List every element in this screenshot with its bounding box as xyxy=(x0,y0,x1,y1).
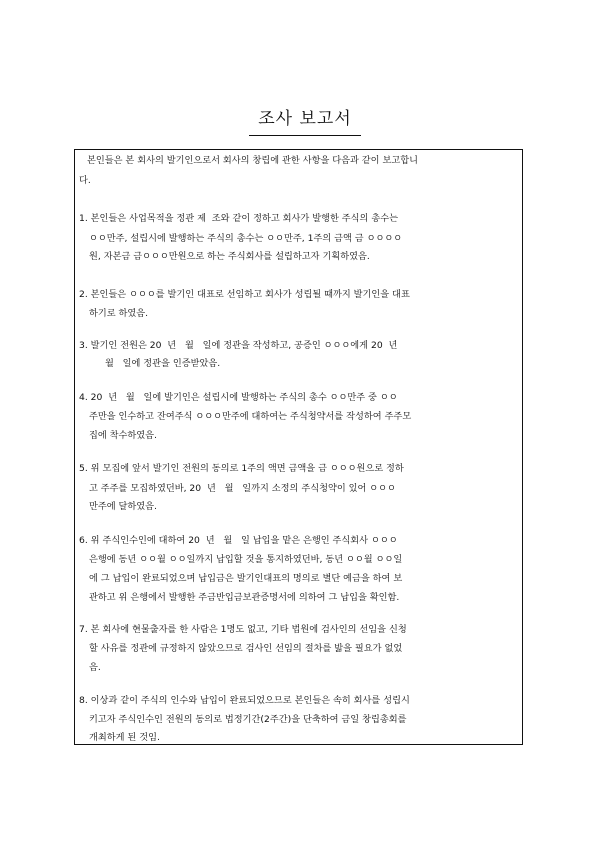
item-6-line: 은행에 동년 ㅇㅇ월 ㅇㅇ일까지 납입할 것을 통지하였던바, 동년 ㅇㅇ월 ㅇㅇ일 xyxy=(89,554,403,565)
item-8-line: 개최하게 된 것임. xyxy=(89,732,160,743)
item-4-line: 4. 20 년 월 일에 발기인은 설립시에 발행하는 주식의 총수 ㅇㅇ만주 중 ㅇㅇ xyxy=(79,392,398,403)
item-5-line: 고 주주를 모집하였던바, 20 년 월 일까지 소정의 주식청약이 있어 ㅇㅇㅇ xyxy=(89,483,396,494)
item-2-line: 하기로 하였음. xyxy=(89,308,149,319)
item-4-line: 집에 착수하였음. xyxy=(89,430,157,441)
item-1-line: ㅇㅇ만주, 설립시에 발행하는 주식의 총수는 ㅇㅇ만주, 1주의 금액 금 ㅇㅇㅇㅇ xyxy=(89,233,403,244)
item-2-line: 2. 본인들은 ㅇㅇㅇ를 발기인 대표로 선임하고 회사가 성립될 때까지 발기인을 대표 xyxy=(79,289,410,300)
item-1-line: 1. 본인들은 사업목적을 정관 제 조와 같이 정하고 회사가 발행한 주식의 총수는 xyxy=(79,213,398,224)
item-5-line: 5. 위 모집에 앞서 발기인 전원의 동의로 1주의 액면 금액을 금 ㅇㅇㅇ원으로 정하 xyxy=(79,463,404,474)
report-content-box xyxy=(74,149,523,745)
item-6-line: 관하고 위 은행에서 발행한 주금반입금보관증명서에 의하여 그 납입을 확인함. xyxy=(89,592,400,603)
item-8-line: 키고자 주식인수인 전원의 동의로 법정기간(2주간)을 단축하여 금일 창립총회를 xyxy=(89,714,407,725)
item-1-line: 원, 자본금 금ㅇㅇㅇ만원으로 하는 주식회사를 설립하고자 기획하였음. xyxy=(89,251,370,262)
intro-line: 본인들은 본 회사의 발기인으로서 회사의 창립에 관한 사항을 다음과 같이 보고합니 xyxy=(87,155,418,166)
item-7-line: 7. 본 회사에 현물출자를 한 사람은 1명도 없고, 기타 법원에 검사인의 선임을 신청 xyxy=(79,624,407,635)
item-7-line: 음. xyxy=(89,662,101,673)
item-5-line: 만주에 달하였음. xyxy=(89,501,157,512)
item-7-line: 할 사유를 정관에 규정하지 않았으므로 검사인 선임의 절차를 밟을 필요가 없었 xyxy=(89,643,403,654)
item-3-line: 3. 발기인 전원은 20 년 월 일에 정관을 작성하고, 공증인 ㅇㅇㅇ에게 20 년 xyxy=(79,340,398,351)
item-6-line: 6. 위 주식인수인에 대하여 20 년 월 일 납입을 맡은 은행인 주식회사 ㅇㅇㅇ xyxy=(79,535,398,546)
intro-line: 다. xyxy=(79,175,91,186)
document-title: 조사 보고서 xyxy=(249,104,361,136)
item-6-line: 에 그 납입이 완료되었으며 납입금은 발기인대표의 명의로 별단 예금을 하여 보 xyxy=(89,573,403,584)
item-8-line: 8. 이상과 같이 주식의 인수와 납입이 완료되었으므로 본인들은 속히 회사를 성립시 xyxy=(79,695,410,706)
item-3-line: 월 일에 정관을 인증받았음. xyxy=(105,358,221,369)
item-4-line: 주만을 인수하고 잔여주식 ㅇㅇㅇ만주에 대하여는 주식청약서를 작성하여 주주모 xyxy=(89,411,412,422)
